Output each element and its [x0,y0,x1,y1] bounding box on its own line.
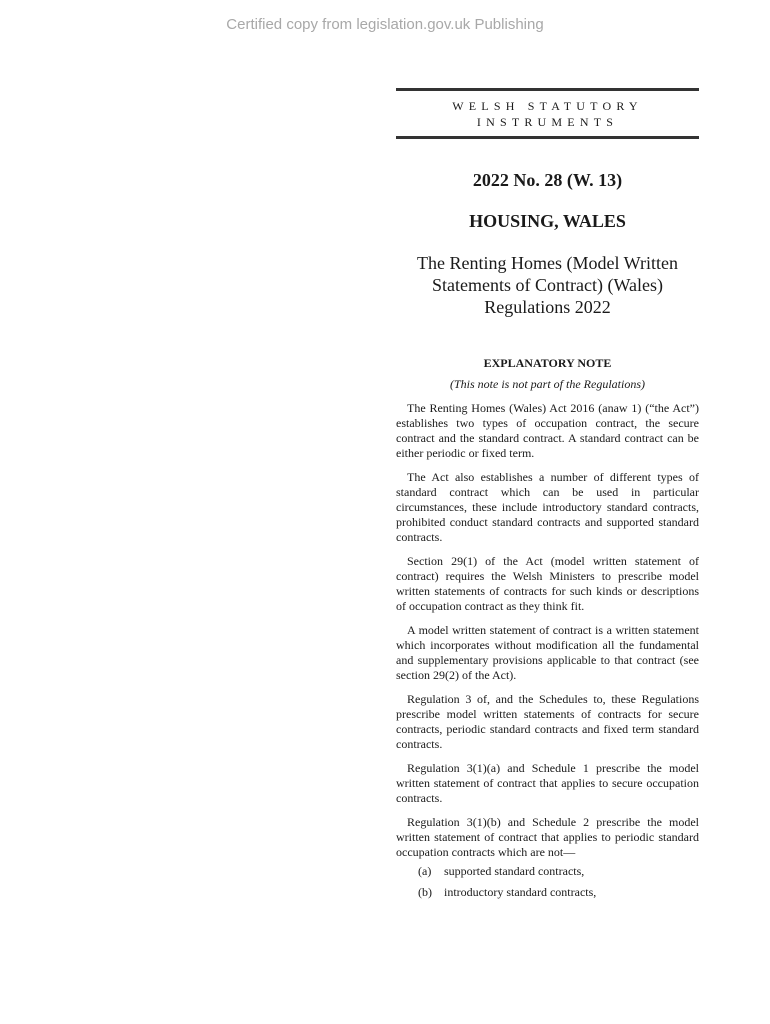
series-line-2: INSTRUMENTS [476,115,619,129]
series-line-1: WELSH STATUTORY [452,99,643,113]
explanatory-note-subheading: (This note is not part of the Regulations) [450,377,645,391]
exclusion-list [396,864,699,900]
list-item-text: introductory standard contracts, [444,885,597,899]
note-paragraph: The Act also establishes a number of different types of standard contract which can be used in particular circumstances, these include introductory standard contracts, prohibited conduct standard contracts and supported standard contracts. [396,470,699,544]
instrument-number: 2022 No. 28 (W. 13) [472,170,623,190]
series-banner [396,88,699,139]
explanatory-note-body [396,401,699,906]
title-line: Statements of Contract) (Wales) [432,275,663,295]
list-item [418,864,699,879]
title-line: Regulations 2022 [484,297,611,317]
list-item-label: (b) [418,885,432,899]
note-paragraph: Regulation 3 of, and the Schedules to, these Regulations prescribe model written statements of contracts for secure contracts, periodic standard contracts and fixed term standard contracts. [396,692,699,751]
subject-heading: HOUSING, WALES [469,211,626,231]
note-paragraph: Section 29(1) of the Act (model written statement of contract) requires the Welsh Ministers to prescribe model written statements of contracts for such kinds or descriptions of occupation contract as they think fit. [396,554,699,613]
note-paragraph: Regulation 3(1)(a) and Schedule 1 prescribe the model written statement of contract that applies to secure occupation contracts. [396,761,699,805]
note-paragraph: Regulation 3(1)(b) and Schedule 2 prescribe the model written statement of contract that applies to periodic standard occupation contracts which are not— [396,815,699,859]
list-item-text: supported standard contracts, [444,864,585,878]
list-item-label: (a) [418,864,432,878]
title-line: The Renting Homes (Model Written [417,253,678,273]
certified-copy-watermark: Certified copy from legislation.gov.uk Publishing [226,16,544,33]
note-paragraph: The Renting Homes (Wales) Act 2016 (anaw 1) (“the Act”) establishes two types of occupation contract, the secure contract and the standard contract. A standard contract can be either periodic or fixed term. [396,401,699,460]
note-paragraph: A model written statement of contract is a written statement which incorporates without modification all the fundamental and supplementary provisions applicable to that contract (see section 29(2) of the Act). [396,623,699,682]
explanatory-note-heading: EXPLANATORY NOTE [483,356,612,370]
list-item [418,885,699,900]
regulations-title [396,252,699,318]
